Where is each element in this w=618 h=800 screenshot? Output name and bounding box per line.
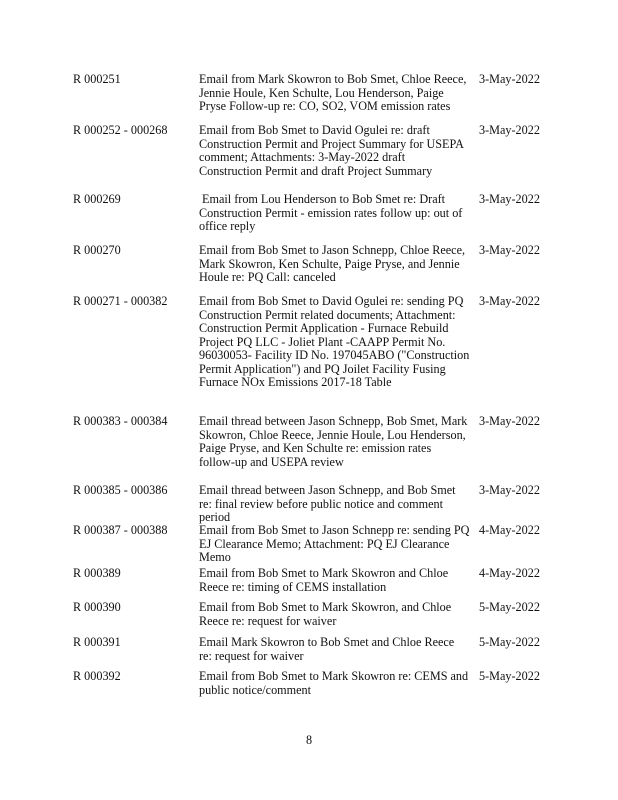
document-description <box>199 295 474 390</box>
bates-range: R 000269 <box>73 192 121 206</box>
document-description <box>199 670 474 697</box>
document-date: 3-May-2022 <box>479 123 540 137</box>
description-line: period <box>199 510 231 524</box>
description-line: Construction Permit Application - Furnace Rebuild <box>199 321 449 335</box>
description-line: Jennie Houle, Ken Schulte, Lou Henderson, Paige <box>199 85 444 100</box>
bates-range: R 000270 <box>73 243 121 257</box>
description-line: Email thread between Jason Schnepp, Bob Smet, Mark <box>199 414 468 428</box>
document-description <box>199 244 474 285</box>
bates-range: R 000392 <box>73 669 121 683</box>
description-line: Email Mark Skowron to Bob Smet and Chloe Reece <box>199 635 455 649</box>
document-date: 3-May-2022 <box>479 294 540 308</box>
description-line: Email from Bob Smet to David Ogulei re: sending PQ <box>199 294 464 308</box>
description-line: Email from Bob Smet to Jason Schnepp re: sending PQ <box>199 523 470 537</box>
document-date: 4-May-2022 <box>479 566 540 580</box>
document-date: 3-May-2022 <box>479 72 540 86</box>
description-line: Email from Mark Skowron to Bob Smet, Chloe Reece, <box>199 72 467 86</box>
description-line: Pryse Follow-up re: CO, SO2, VOM emission rates <box>199 99 451 113</box>
document-date: 3-May-2022 <box>479 483 540 497</box>
description-line: Email thread between Jason Schnepp, and Bob Smet <box>199 483 456 497</box>
bates-range: R 000271 - 000382 <box>73 294 168 308</box>
bates-range: R 000251 <box>73 72 121 86</box>
document-date: 5-May-2022 <box>479 635 540 649</box>
page-number: 8 <box>305 733 313 747</box>
description-line: Construction Permit and draft Project Summary <box>199 163 433 178</box>
document-date: 3-May-2022 <box>479 414 540 428</box>
description-line: re: request for waiver <box>199 648 304 663</box>
description-line: Paige Pryse, and Ken Schulte re: emission rates <box>199 441 432 455</box>
description-line: office reply <box>199 219 256 233</box>
document-date: 4-May-2022 <box>479 523 540 537</box>
description-line: Email from Lou Henderson to Bob Smet re: Draft <box>199 192 446 206</box>
description-line: Construction Permit - emission rates follow up: out of <box>199 205 463 220</box>
document-date: 3-May-2022 <box>479 192 540 206</box>
description-line: public notice/comment <box>199 682 312 697</box>
description-line: Project PQ LLC - Joliet Plant -CAAPP Permit No. <box>199 334 446 349</box>
description-line: Permit Application") and PQ Joilet Facility Fusing <box>199 361 446 376</box>
description-line: Furnace NOx Emissions 2017-18 Table <box>199 375 392 389</box>
bates-range: R 000389 <box>73 566 121 580</box>
document-description <box>199 524 474 565</box>
description-line: Reece re: timing of CEMS installation <box>199 579 387 594</box>
description-line: Email from Bob Smet to Jason Schnepp, Chloe Reece, <box>199 243 466 257</box>
document-date: 3-May-2022 <box>479 243 540 257</box>
description-line: 96030053- Facility ID No. 197045ABO ("Construction <box>199 348 470 362</box>
description-line: Houle re: PQ Call: canceled <box>199 270 336 284</box>
description-line: Email from Bob Smet to Mark Skowron, and Chloe <box>199 600 452 614</box>
document-description <box>199 484 474 525</box>
description-line: Email from Bob Smet to David Ogulei re: draft <box>199 123 430 137</box>
description-line: Memo <box>199 550 231 564</box>
description-line: Construction Permit and Project Summary for USEPA <box>199 136 464 151</box>
description-line: Mark Skowron, Ken Schulte, Paige Pryse, and Jennie <box>199 256 460 271</box>
bates-range: R 000390 <box>73 600 121 614</box>
document-description <box>199 193 474 234</box>
description-line: Email from Bob Smet to Mark Skowron re: CEMS and <box>199 669 469 683</box>
document-description <box>199 601 474 628</box>
description-line: Reece re: request for waiver <box>199 613 337 628</box>
description-line: re: final review before public notice and comment <box>199 496 443 511</box>
bates-range: R 000252 - 000268 <box>73 123 168 137</box>
document-description <box>199 636 474 663</box>
bates-range: R 000383 - 000384 <box>73 414 168 428</box>
description-line: comment; Attachments: 3-May-2022 draft <box>199 150 406 164</box>
description-line: Construction Permit related documents; Attachment: <box>199 307 456 322</box>
document-description <box>199 124 474 178</box>
document-description <box>199 415 474 469</box>
document-description <box>199 73 474 114</box>
description-line: follow-up and USEPA review <box>199 454 344 469</box>
bates-range: R 000391 <box>73 635 121 649</box>
document-date: 5-May-2022 <box>479 669 540 683</box>
description-line: Skowron, Chloe Reece, Jennie Houle, Lou Henderson, <box>199 427 466 442</box>
bates-range: R 000387 - 000388 <box>73 523 168 537</box>
description-line: Email from Bob Smet to Mark Skowron and Chloe <box>199 566 449 580</box>
document-description <box>199 567 474 594</box>
document-date: 5-May-2022 <box>479 600 540 614</box>
bates-range: R 000385 - 000386 <box>73 483 168 497</box>
description-line: EJ Clearance Memo; Attachment: PQ EJ Clearance <box>199 536 450 551</box>
